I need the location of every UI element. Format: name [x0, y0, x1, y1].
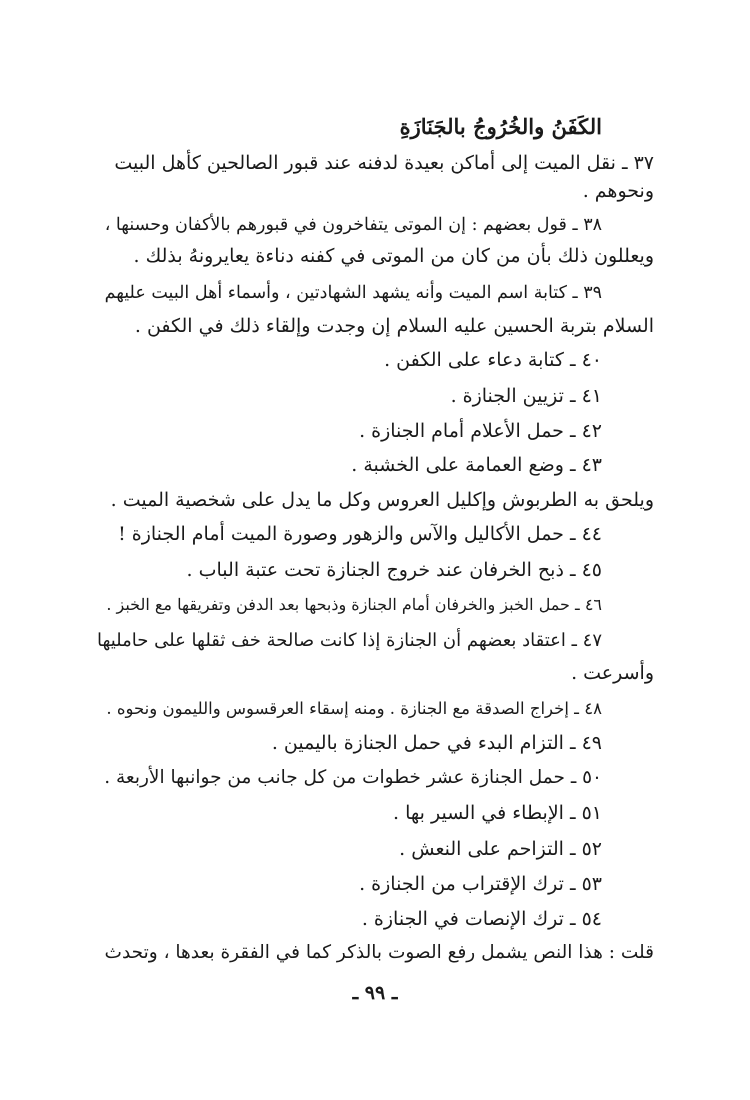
text-line-38b: ويعللون ذلك بأن من كان من الموتى في كفنه دناءة يعايرونهُ بذلك .: [133, 245, 654, 267]
text-line-50: ٥٠ ـ حمل الجنازة عشر خطوات من كل جانب من جوانبها الأربعة .: [104, 767, 602, 788]
text-line-41: ٤١ ـ تزيين الجنازة .: [450, 385, 602, 407]
text-line-note: قلت : هذا النص يشمل رفع الصوت بالذكر كما في الفقرة بعدها ، وتحدث: [104, 942, 654, 963]
text-line-44: ٤٤ ـ حمل الأكاليل والآس والزهور وصورة الميت أمام الجنازة !: [118, 523, 602, 545]
text-line-38a: ٣٨ ـ قول بعضهم : إن الموتى يتفاخرون في قبورهم بالأكفان وحسنها ،: [104, 215, 602, 235]
text-line-39b: السلام بتربة الحسين عليه السلام إن وجدت وإلقاء ذلك في الكفن .: [134, 315, 654, 337]
text-line-47b: وأسرعت .: [571, 662, 654, 684]
text-line-52: ٥٢ ـ التزاحم على النعش .: [399, 838, 602, 860]
section-heading: الكَفَنُ والخُرُوجُ بالجَنَازَةِ: [399, 114, 602, 139]
text-line-42: ٤٢ ـ حمل الأعلام أمام الجنازة .: [359, 420, 602, 442]
text-line-49: ٤٩ ـ التزام البدء في حمل الجنازة باليمين .: [271, 732, 602, 754]
page-number: ـ ٩٩ ـ: [352, 982, 398, 1004]
text-line-43: ٤٣ ـ وضع العمامة على الخشبة .: [351, 454, 602, 476]
text-line-53: ٥٣ ـ ترك الإقتراب من الجنازة .: [359, 873, 602, 895]
text-line-45: ٤٥ ـ ذبح الخرفان عند خروج الجنازة تحت عتبة الباب .: [186, 559, 602, 581]
text-line-47a: ٤٧ ـ اعتقاد بعضهم أن الجنازة إذا كانت صالحة خف ثقلها على حامليها: [96, 630, 602, 651]
text-line-39a: ٣٩ ـ كتابة اسم الميت وأنه يشهد الشهادتين ، وأسماء أهل البيت عليهم: [104, 283, 602, 303]
text-line-40: ٤٠ ـ كتابة دعاء على الكفن .: [384, 349, 602, 371]
text-line-46: ٤٦ ـ حمل الخبز والخرفان أمام الجنازة وذبحها بعد الدفن وتفريقها مع الخبز .: [106, 595, 602, 614]
text-line-51: ٥١ ـ الإبطاء في السير بها .: [393, 802, 602, 824]
text-line-43-note: ويلحق به الطربوش وإكليل العروس وكل ما يدل على شخصية الميت .: [110, 489, 654, 511]
text-line-37a: ٣٧ ـ نقل الميت إلى أماكن بعيدة لدفنه عند قبور الصالحين كأهل البيت: [114, 152, 654, 174]
text-line-37b: ونحوهم .: [582, 180, 654, 202]
text-line-54: ٥٤ ـ ترك الإنصات في الجنازة .: [361, 908, 602, 930]
text-line-48: ٤٨ ـ إخراج الصدقة مع الجنازة . ومنه إسقاء العرقسوس والليمون ونحوه .: [106, 699, 602, 718]
